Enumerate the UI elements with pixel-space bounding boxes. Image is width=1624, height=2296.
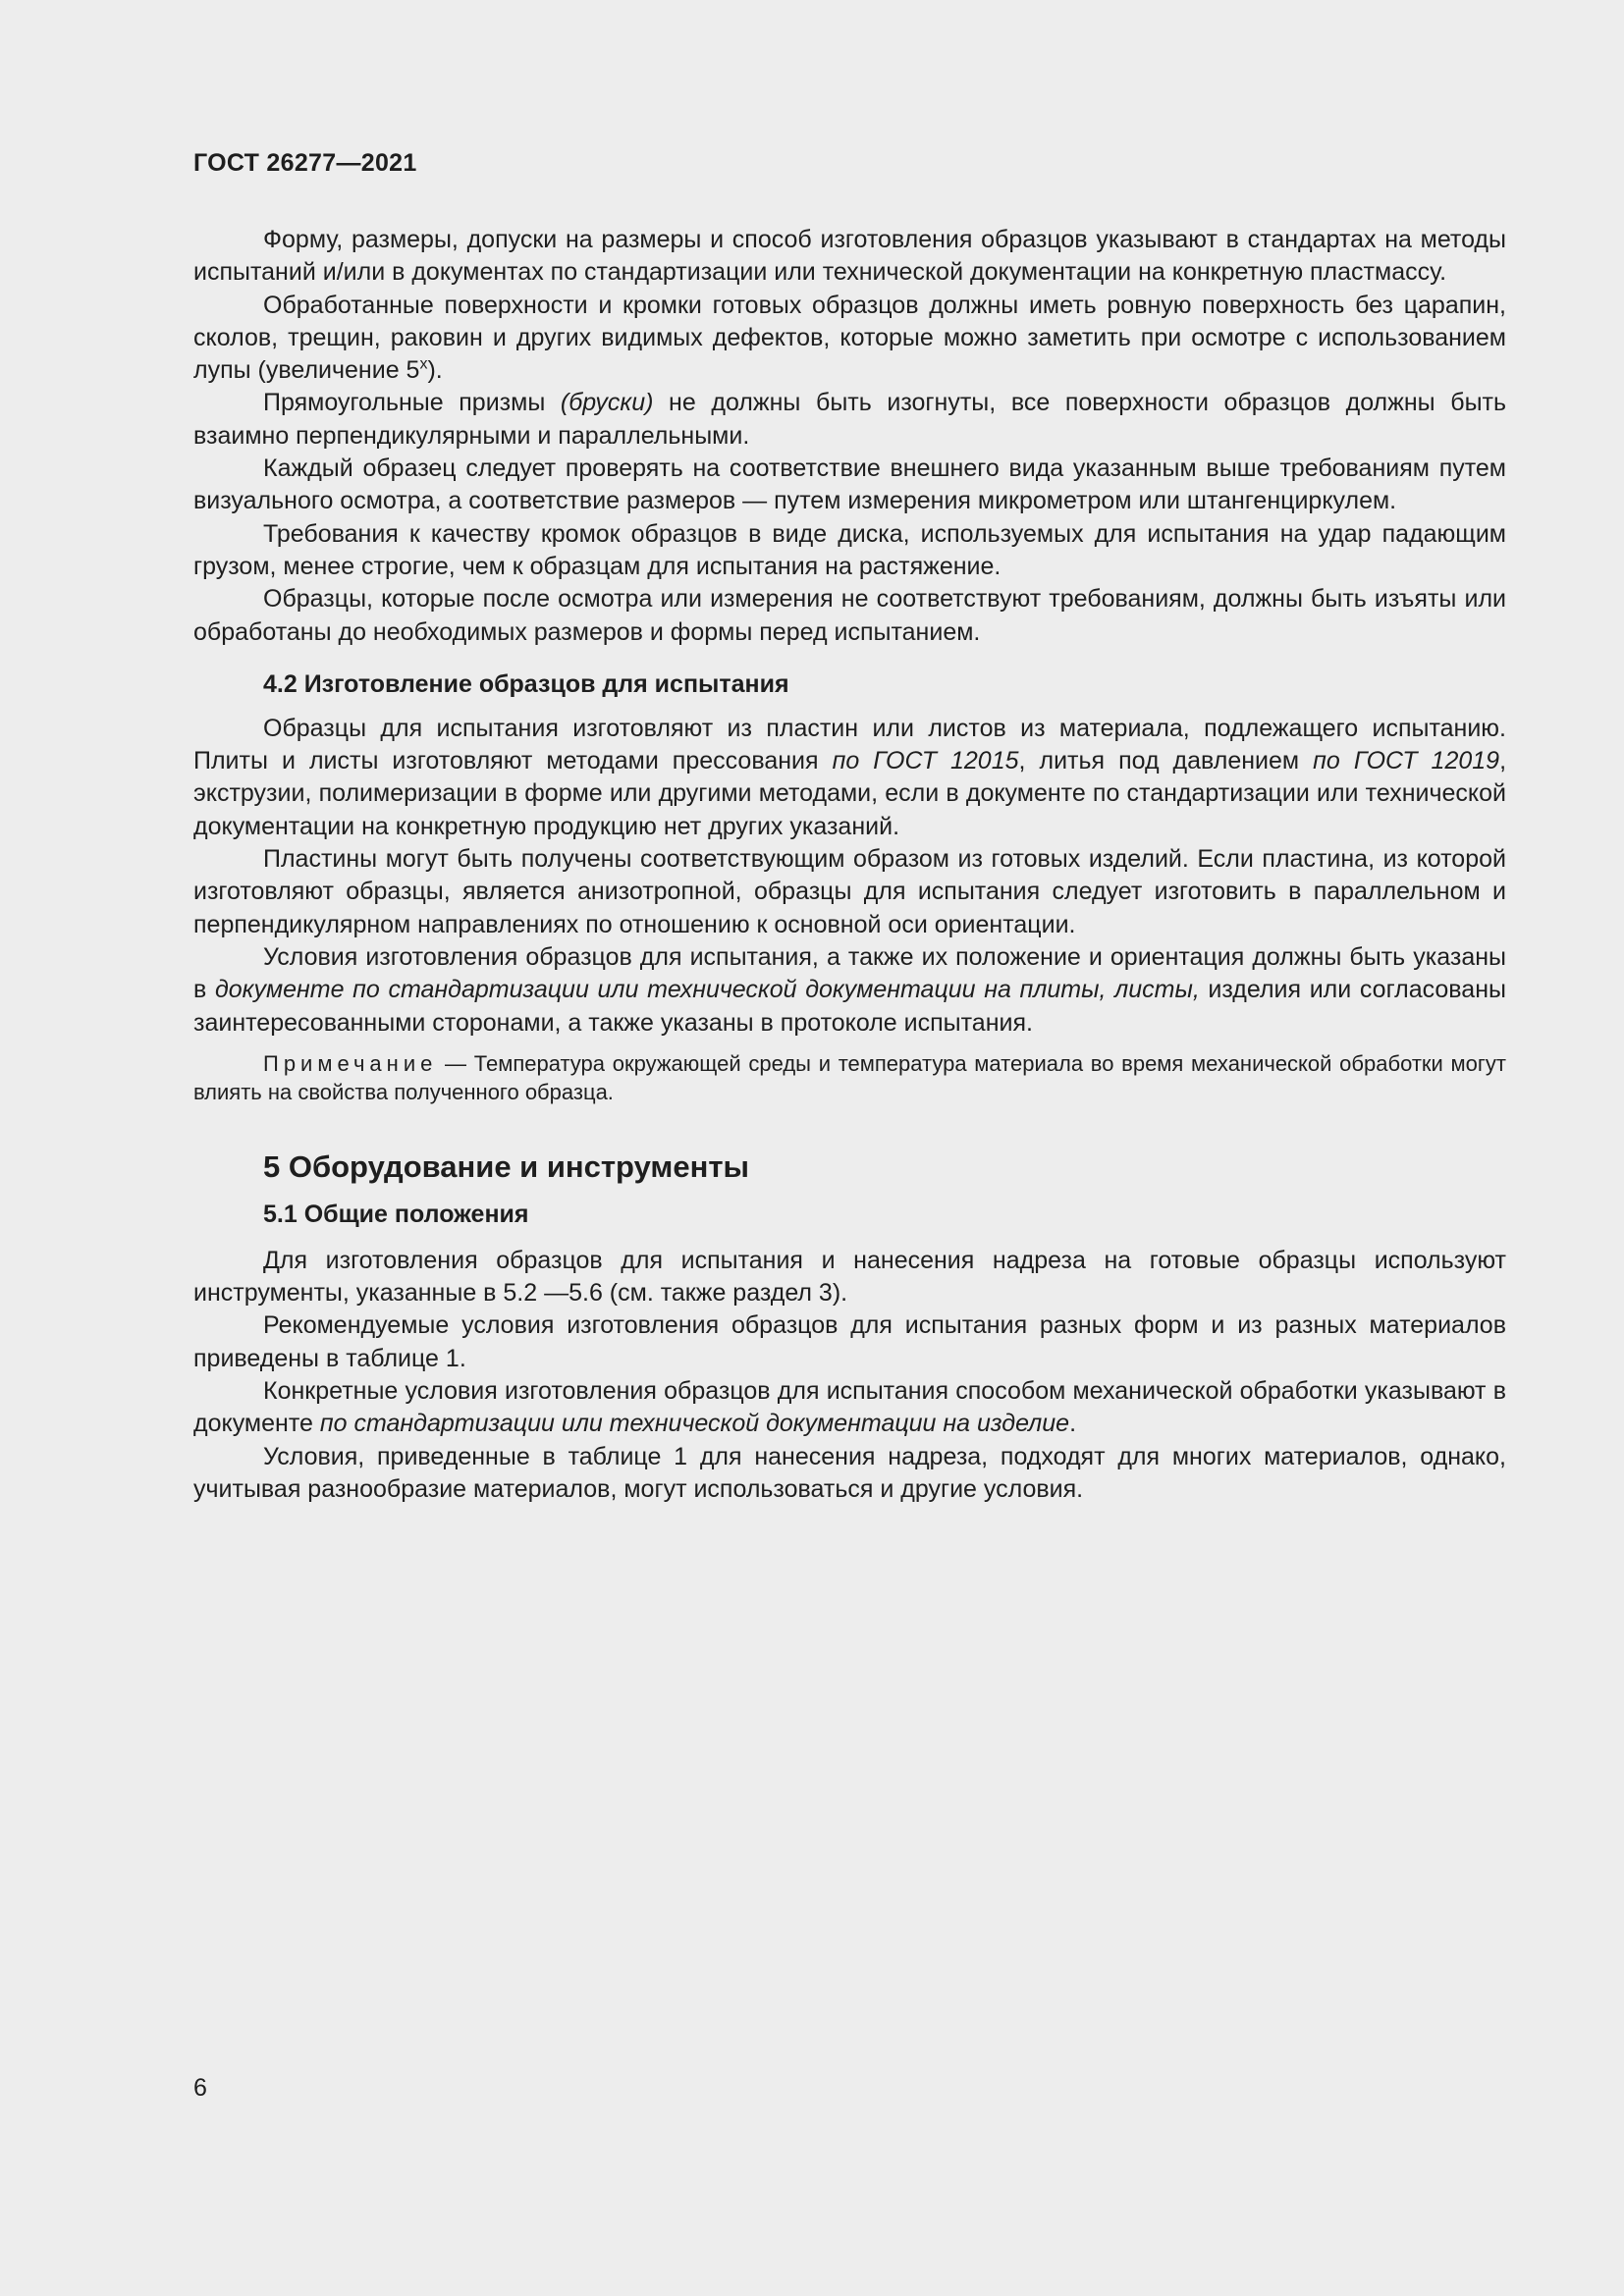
- paragraph-disk-edges: Требования к качеству кромок образцов в виде диска, используемых для испытания на удар падающим грузом, менее строгие, чем к образцам для испытания на растяжение.: [193, 519, 1506, 580]
- page-number: 6: [193, 2074, 207, 2102]
- paragraph-prisms: Прямоугольные призмы (бруски) не должны быть изогнуты, все поверхности образцов должны быть взаимно перпендикулярными и параллельными.: [193, 389, 1507, 450]
- note-temperature: Примечание — Температура окружающей среды и температура материала во время механической обработки могут влиять на свойства полученного образца.: [193, 1050, 1506, 1104]
- paragraph-tools: Для изготовления образцов для испытания и нанесения надреза на готовые образцы используют инструменты, указанные в 5.2 —5.6 (см. также раздел 3).: [193, 1246, 1506, 1308]
- subsection-heading-4-2: 4.2 Изготовление образцов для испытания: [263, 669, 789, 698]
- paragraph-visual-check: Каждый образец следует проверять на соответствие внешнего вида указанным выше требованиям путем визуального осмотра, а соответствие размеров — путем измерения микрометром или штангенциркулем.: [193, 454, 1506, 515]
- gost-12019-reference: по ГОСТ 12019: [1313, 747, 1500, 775]
- paragraph-machining-conditions: Конкретные условия изготовления образцов для испытания способом механической обработки указывают в документе по стандартизации или технической документации на изделие.: [193, 1377, 1506, 1438]
- paragraph-manufacture-conditions: Условия изготовления образцов для испытания, а также их положение и ориентация должны быть указаны в документе по стандартизации или технической документации на плиты, листы, изделия или согласованы заинтересованными сторонами, а также указаны в протоколе испытания.: [193, 942, 1506, 1037]
- document-header: ГОСТ 26277—2021: [193, 149, 417, 177]
- paragraph-notching-conditions: Условия, приведенные в таблице 1 для нанесения надреза, подходят для многих материалов, однако, учитывая разнообразие материалов, могут использоваться и другие условия.: [193, 1442, 1506, 1503]
- magnification-superscript: x: [419, 355, 428, 373]
- note-label: Примечание: [263, 1050, 438, 1076]
- section-heading-5: 5 Оборудование и инструменты: [263, 1148, 749, 1184]
- subsection-heading-5-1: 5.1 Общие положения: [263, 1200, 529, 1228]
- paragraph-surface-quality: Обработанные поверхности и кромки готовых образцов должны иметь ровную поверхность без царапин, сколов, трещин, раковин и других видимых дефектов, которые можно заметить при осмотре с использованием лупы (увеличение 5$^x$).: [193, 291, 1506, 385]
- gost-12015-reference: по ГОСТ 12015: [832, 747, 1019, 775]
- paragraph-rejected-specimens: Образцы, которые после осмотра или измерения не соответствуют требованиям, должны быть изъяты или обработаны до необходимых размеров и формы перед испытанием.: [193, 585, 1506, 646]
- paragraph-specimen-manufacture: Образцы для испытания изготовляют из пластин или листов из материала, подлежащего испытанию. Плиты и листы изготовляют методами прессования по ГОСТ 12015, литья под давлением по ГОСТ 12019, экструзии, полимеризации в форме или другими методами, если в документе по стандартизации или технической документации на конкретную продукцию нет других указаний.: [193, 714, 1507, 840]
- document-body: [193, 224, 1506, 1506]
- paragraph-specimen-form: Форму, размеры, допуски на размеры и способ изготовления образцов указывают в стандартах на методы испытаний и/или в документах по стандартизации или технической документации на конкретную пластмассу.: [193, 226, 1506, 287]
- paragraph-anisotropic-plates: Пластины могут быть получены соответствующим образом из готовых изделий. Если пластина, из которой изготовляют образцы, является анизотропной, образцы для испытания следует изготовить в параллельном и перпендикулярном направлениях по отношению к основной оси ориентации.: [193, 845, 1506, 938]
- paragraph-recommended-conditions: Рекомендуемые условия изготовления образцов для испытания разных форм и из разных материалов приведены в таблице 1.: [193, 1311, 1506, 1372]
